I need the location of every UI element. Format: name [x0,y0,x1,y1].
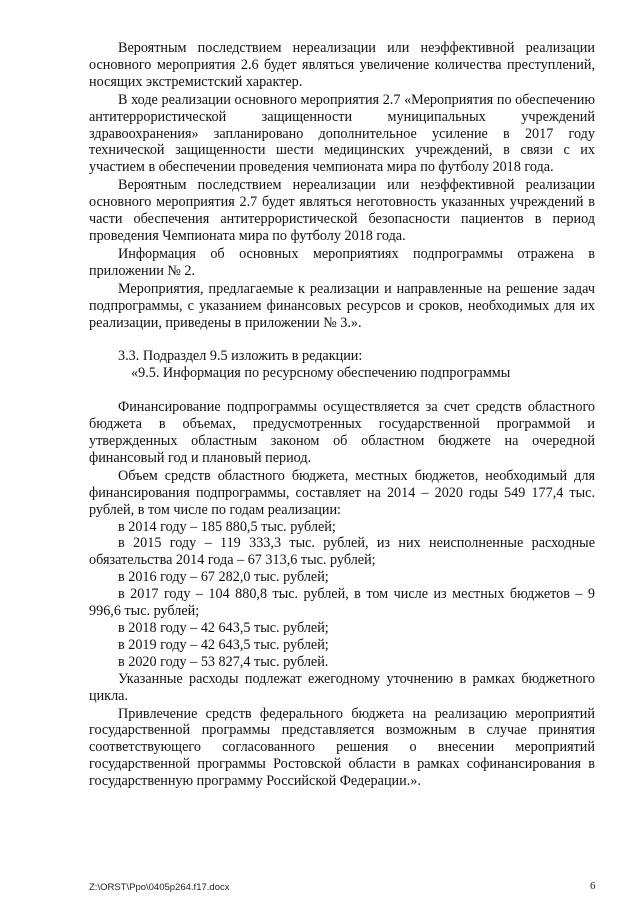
paragraph-measure-2-7: В ходе реализации основного мероприятия 2.7 «Мероприятия по обеспечению антитеррористической защищенности муниципальных учреждений здравоохранения» запланировано дополнительное усиление в 2017 году технической защищенности шести медицинских учреждений, в связи с их участием в обеспечении проведения чемпионата мира по футболу 2018 года. [89,91,595,176]
budget-year-2014: в 2014 году – 185 880,5 тыс. рублей; [118,518,336,535]
section-heading-9-5: «9.5. Информация по ресурсному обеспечению подпрограммы [131,365,511,382]
budget-year-2016: в 2016 году – 67 282,0 тыс. рублей; [118,569,329,586]
paragraph-annual-refinement: Указанные расходы подлежат ежегодному уточнению в рамках бюджетного цикла. [89,670,595,704]
footer-file-path: Z:\ORST\Ppo\0405p264.f17.docx [89,882,230,893]
budget-year-2019: в 2019 году – 42 643,5 тыс. рублей; [118,636,329,653]
paragraph-appendix-2: Информация об основных мероприятиях подпрограммы отражена в приложении № 2. [89,245,595,279]
budget-year-2015: в 2015 году – 119 333,3 тыс. рублей, из них неисполненные расходные обязательства 2014 года – 67 313,6 тыс. рублей; [89,535,595,569]
budget-year-2020: в 2020 году – 53 827,4 тыс. рублей. [118,653,329,670]
paragraph-consequence-2-6: Вероятным последствием нереализации или неэффективной реализации основного мероприятия 2.6 будет являться увеличение количества преступлений, носящих экстремистский характер. [89,40,595,90]
budget-year-2018: в 2018 году – 42 643,5 тыс. рублей; [118,620,329,636]
document-body [89,40,595,790]
paragraph-section-3-3: 3.3. Подраздел 9.5 изложить в редакции: [118,348,363,365]
page-number: 6 [590,880,596,892]
paragraph-budget-total: Объем средств областного бюджета, местных бюджетов, необходимый для финансирования подпрограммы, составляет на 2014 – 2020 годы 549 177,4 тыс. рублей, в том числе по годам реализации: [89,467,595,518]
paragraph-appendix-3: Мероприятия, предлагаемые к реализации и направленные на решение задач подпрограммы, с указанием финансовых ресурсов и сроков, необходимых для их реализации, приведены в приложении № 3.». [89,280,595,331]
budget-year-2017: в 2017 году – 104 880,8 тыс. рублей, в том числе из местных бюджетов – 9 996,6 тыс. рублей; [89,586,595,620]
paragraph-financing: Финансирование подпрограммы осуществляется за счет средств областного бюджета в объемах, предусмотренных государственной программой и утвержденных областным законом об областном бюджете на очередной финансовый год и плановый период. [89,399,595,466]
paragraph-consequence-2-7: Вероятным последствием нереализации или неэффективной реализации основного мероприятия 2.7 будет являться неготовность указанных учреждений в части обеспечения антитеррористической безопасности пациентов в период проведения Чемпионата мира по футболу 2018 года. [89,177,595,244]
paragraph-federal-funds: Привлечение средств федерального бюджета на реализацию мероприятий государственной программы представляется возможным в случае принятия соответствующего согласованного решения о внесении мероприятий государственной программы Ростовской области в рамках софинансирования в государственную программу Российской Федерации.». [89,705,595,790]
